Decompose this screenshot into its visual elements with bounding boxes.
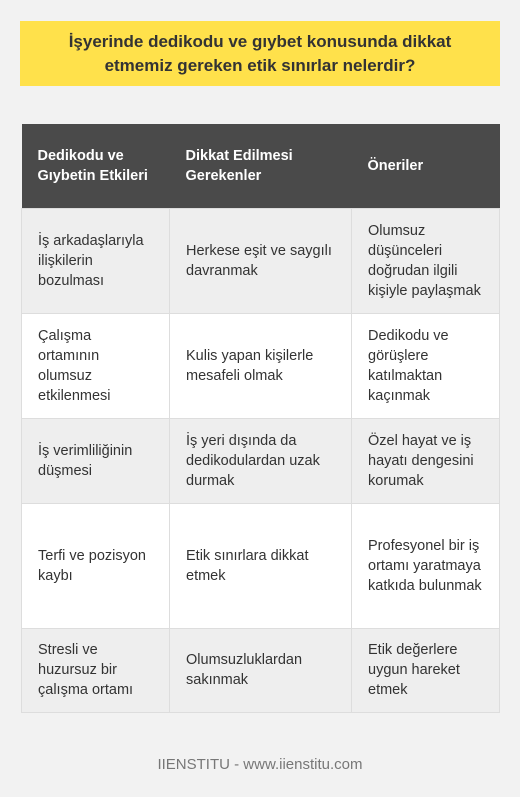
table-row: [22, 418, 500, 503]
table-header-row: [22, 124, 500, 208]
table-cell: İş verimliliğinin düşmesi: [22, 418, 170, 503]
table-cell: Terfi ve pozisyon kaybı: [22, 503, 170, 628]
table-cell: İş yeri dışında da dedikodulardan uzak durmak: [170, 418, 352, 503]
table-row: [22, 313, 500, 418]
table-cell: Stresli ve huzursuz bir çalışma ortamı: [22, 628, 170, 712]
column-header-effects: Dedikodu ve Gıybetin Etkileri: [22, 124, 170, 208]
table-cell: Özel hayat ve iş hayatı dengesini korumak: [352, 418, 500, 503]
title-banner: [20, 21, 500, 86]
ethics-table: [21, 124, 500, 713]
table-cell: Çalışma ortamının olumsuz etkilenmesi: [22, 313, 170, 418]
table-cell: Olumsuzluklardan sakınmak: [170, 628, 352, 712]
table-row: [22, 208, 500, 313]
table-cell: Herkese eşit ve saygılı davranmak: [170, 208, 352, 313]
column-header-considerations: Dikkat Edilmesi Gerekenler: [170, 124, 352, 208]
footer-text: IIENSTITU - www.iienstitu.com: [157, 756, 363, 773]
table-cell: Kulis yapan kişilerle mesafeli olmak: [170, 313, 352, 418]
table-cell: Etik sınırlara dikkat etmek: [170, 503, 352, 628]
table-cell: Dedikodu ve görüşlere katılmaktan kaçınmak: [352, 313, 500, 418]
page-title: İşyerinde dedikodu ve gıybet konusunda dikkat etmemiz gereken etik sınırlar nelerdir?: [68, 31, 452, 75]
table-row: [22, 503, 500, 628]
table-row: [22, 628, 500, 712]
table-cell: İş arkadaşlarıyla ilişkilerin bozulması: [22, 208, 170, 313]
column-header-recommendations: Öneriler: [352, 124, 500, 208]
table-cell: Etik değerlere uygun hareket etmek: [352, 628, 500, 712]
table-cell: Olumsuz düşünceleri doğrudan ilgili kişiyle paylaşmak: [352, 208, 500, 313]
table-cell: Profesyonel bir iş ortamı yaratmaya katkıda bulunmak: [352, 503, 500, 628]
